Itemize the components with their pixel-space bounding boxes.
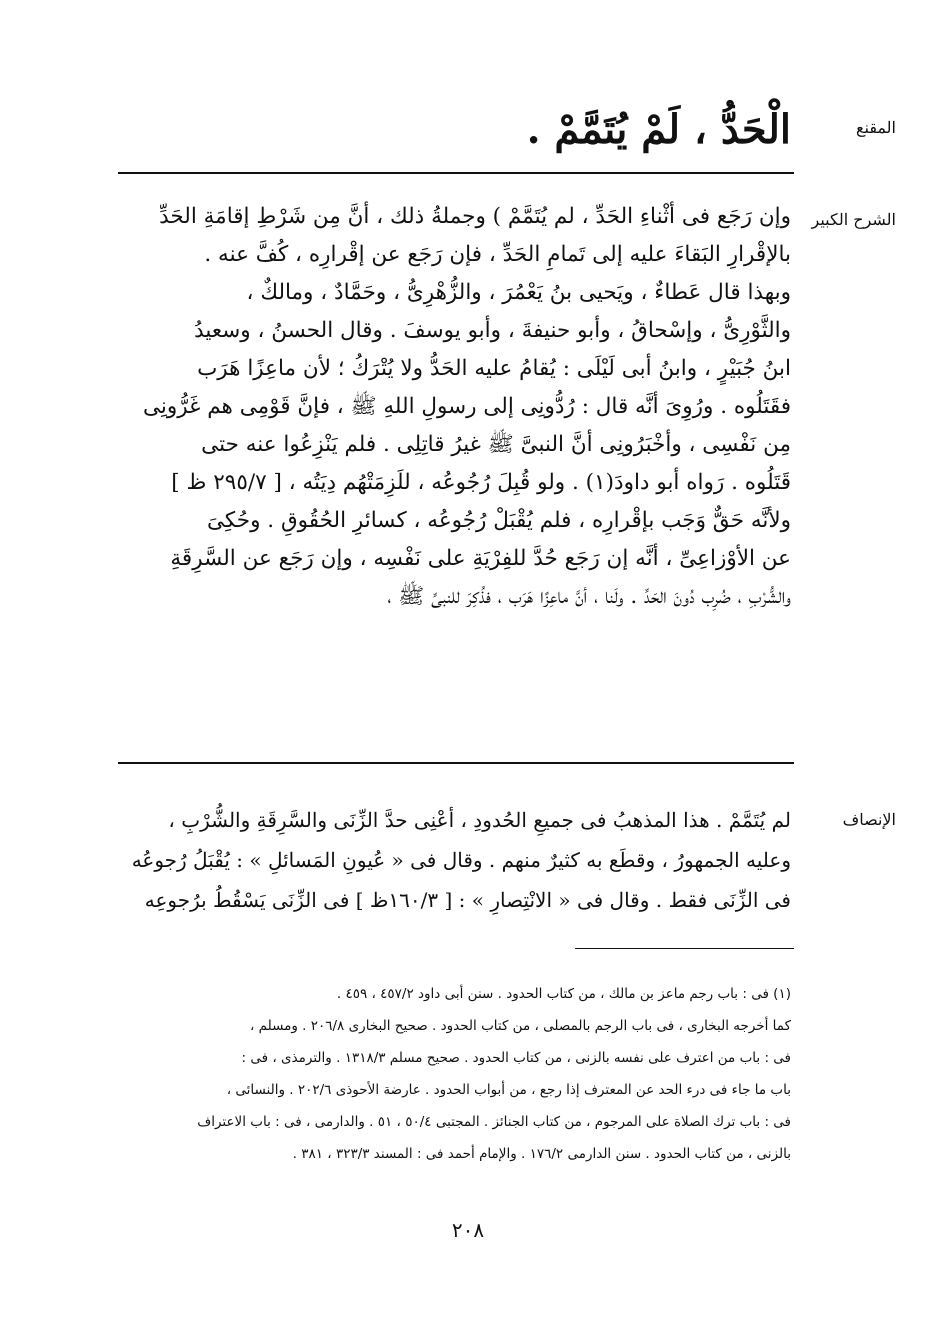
sharh-line: والشُّرْبِ ، ضُرِب دُونَ الحَدِّ . ولَنا ، أنَّ ماعِزًا هَرَب ، فذُكِرَ للنبىِّ ﷺ ،: [387, 584, 791, 609]
insaf-line: وعليه الجمهورُ ، وقطَع به كثيرٌ منهم . وقال فى « عُيونِ المَسائلِ » : يُقْبَلُ رُجوعُه: [131, 848, 791, 872]
page-number: ٢٠٨: [451, 1218, 485, 1242]
sharh-line: قَتَلُوه . رَواه أبو داودَ(١) . ولو قُبِلَ رُجُوعُه ، للَزِمَتْهُم دِيَتُه ، [ ٢٩٥/٧ ظ ]: [171, 470, 791, 495]
label-insaf: الإنصاف: [842, 810, 896, 829]
sharh-line: مِن نَفْسِى ، وأخْبَرُونِى أنَّ النبىَّ ﷺ غيرُ قاتِلِى . فلم يَنْزِعُوا عنه حتى: [201, 432, 791, 457]
sharh-section: [115, 198, 791, 616]
sharh-line: والثَّوْرِىُّ ، وإسْحاقُ ، وأبو حنيفةَ ، وأبو يوسفَ . وقال الحسنُ ، وسعيدُ: [194, 318, 791, 343]
sharh-line: ابنُ جُبَيْرٍ ، وابنُ أبى لَيْلَى : يُقامُ عليه الحَدُّ ولا يُتْرَكُ ؛ لأن ماعِزًا هَرَب: [197, 356, 791, 381]
sharh-line: بالإقْرارِ البَقاءَ عليه إلى تَمامِ الحَدِّ ، فإن رَجَع عن إقْرارِه ، كُفَّ عنه .: [204, 242, 791, 267]
footnote-divider: [575, 948, 794, 949]
sharh-line: وبهذا قال عَطاءٌ ، ويَحيى بنُ يَعْمُرَ ، والزُّهْرِىُّ ، وحَمَّادٌ ، ومالكٌ ،: [246, 280, 791, 305]
footnote-line: فى : باب من اعترف على نفسه بالزنى ، من كتاب الحدود . صحيح مسلم ١٣١٨/٣ . والترمذى ، فى :: [241, 1050, 791, 1066]
footnote-line: (١) فى : باب رجم ماعز بن مالك ، من كتاب الحدود . سنن أبى داود ٤٥٧/٢ ، ٤٥٩ .: [336, 986, 791, 1002]
footnotes: [115, 978, 791, 1170]
top-divider: [118, 172, 794, 174]
insaf-line: فى الزِّنَى فقط . وقال فى « الانْتِصارِ » : [ ١٦٠/٣ظ ] فى الزِّنَى يَسْقُطُ برُجوعِه: [144, 888, 791, 912]
muqni-text: الْحَدُّ ، لَمْ يُتَمَّمْ .: [526, 106, 791, 153]
middle-divider: [118, 762, 794, 764]
label-muqni: المقنع: [855, 118, 896, 137]
sharh-line: ولأنَّه حَقٌّ وَجَب بإقْرارِه ، فلم يُقْبَلْ رُجُوعُه ، كسائرِ الحُقُوقِ . وحُكِىَ: [207, 508, 791, 533]
footnote-line: باب ما جاء فى درء الحد عن المعترف إذا رجع ، من أبواب الحدود . عارضة الأحوذى ٢٠٢/٦ . والنسائى ،: [226, 1082, 791, 1098]
footnote-line: فى : باب ترك الصلاة على المرجوم ، من كتاب الجنائز . المجتبى ٥٠/٤ ، ٥١ . والدارمى ، فى : باب الاعتراف: [197, 1114, 791, 1130]
insaf-line: لم يُتَمَّمْ . هذا المذهبُ فى جميعِ الحُدودِ ، أعْنِى حدَّ الزِّنَى والسَّرِقَةِ والشُّرْبِ ،: [168, 808, 791, 832]
sharh-line: وإن رَجَع فى أثْناءِ الحَدِّ ، لم يُتَمَّمْ ) وجملةُ ذلك ، أنَّ مِن شَرْطِ إقامَةِ الحَدِّ: [159, 204, 791, 229]
footnote-line: كما أخرجه البخارى ، فى باب الرجم بالمصلى ، من كتاب الحدود . صحيح البخارى ٢٠٦/٨ . ومسلم ،: [249, 1018, 791, 1034]
sharh-line: عن الأوْزاعِىِّ ، أنَّه إن رَجَع حُدَّ للفِرْيَةِ على نَفْسِه ، وإن رَجَع عن السَّرِقَةِ: [170, 546, 791, 571]
sharh-line: فقَتَلُوه . ورُوِىَ أنَّه قال : رُدُّونِى إلى رسولِ اللهِ ﷺ ، فإنَّ قَوْمِى هم غَرُّونِى: [142, 394, 791, 419]
insaf-section: [115, 800, 791, 920]
footnote-line: بالزنى ، من كتاب الحدود . سنن الدارمى ١٧٦/٢ . والإمام أحمد فى : المسند ٣٢٣/٣ ، ٣٨١ .: [292, 1146, 791, 1162]
label-sharh: الشرح الكبير: [811, 210, 896, 229]
